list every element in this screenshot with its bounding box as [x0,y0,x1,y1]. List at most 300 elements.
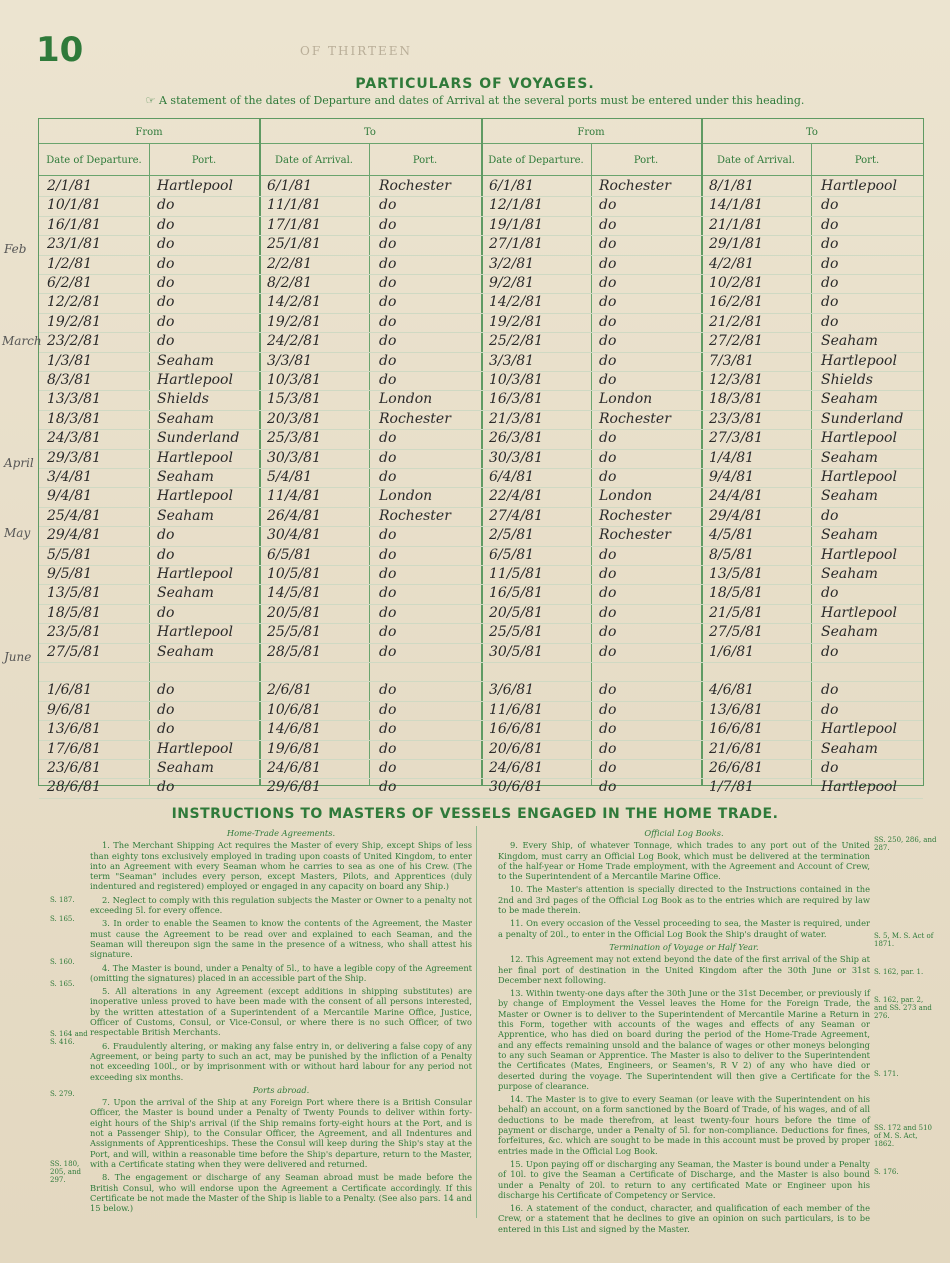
table-cell: Seaham [157,760,214,776]
table-cell: 7/3/81 [709,352,755,369]
table-cell: 27/3/81 [709,430,763,447]
table-cell: 6/5/81 [267,546,313,563]
paragraph-1: 1. The Merchant Shipping Act requires the Master of every Ship, except Ships of less than eighty tons exclusively employed in trading upon coasts of United Kingdom, to enter into an Agreement with every Seaman whom he carries to sea as one of his Crew. (The term "Seaman" includes every person, except Masters, Pilots, and Apprentices (duly indentured and registered) employed or engaged in any capacity on board any Ship.) [90,840,472,892]
table-cell: Rochester [379,178,451,194]
table-cell: do [379,216,397,233]
table-cell: do [379,721,397,738]
table-cell: 25/5/81 [489,624,543,641]
table-cell: 23/3/81 [709,410,763,427]
paragraph-2: 2. Neglect to comply with this regulation subjects the Master or Owner to a penalty not exceeding 5l. for every offence. [90,894,472,916]
table-cell: 30/6/81 [489,779,543,796]
paragraph-14: 14. The Master is to give to every Seaman (or leave with the Superintendent on his behalf) an account, on a form sanctioned by the Board of Trade, of his wages, and of all deductions to be made therefrom, at least twenty-four hours before the time of payment or discharge, under a Penalty of 5l. for non-compliance. Deductions for fines, forfeitures, &c. which are sought to be made in this account must be proved by proper entries made in the Official Log Book. [498,1094,870,1156]
header-port-4: Port. [854,155,880,166]
table-cell: do [599,682,617,699]
table-cell: do [157,236,175,253]
table-cell: do [379,294,397,311]
table-cell: do [157,721,175,738]
paragraph-6: 6. Fraudulently altering, or making any false entry in, or delivering a false copy of any Agreement, or being party to such an act, may be punished by the infliction of a Penalty not exceeding 100l., or by imprisonment with or without hard labour for any period not exceeding six months. [90,1040,472,1082]
table-cell: 29/4/81 [47,527,101,544]
table-cell: do [821,236,839,253]
table-cell: 9/4/81 [47,488,93,505]
table-cell: Hartlepool [821,469,897,485]
table-cell: 27/5/81 [47,643,101,660]
table-cell: 8/1/81 [709,178,755,194]
header-date-departure-1: Date of Departure. [46,155,142,166]
table-cell: Hartlepool [821,721,897,738]
table-cell: do [157,546,175,563]
table-cell: Seaham [157,507,214,524]
table-cell: do [821,294,839,311]
table-cell: 16/2/81 [709,294,763,311]
margin-month-note: June [4,650,32,664]
table-cell: Shields [821,372,873,388]
table-cell: 2/5/81 [489,527,535,544]
table-cell: do [379,255,397,272]
table-cell: 24/4/81 [709,488,763,505]
header-to-1: To [364,127,376,138]
table-cell: 13/3/81 [47,391,101,408]
table-cell: do [821,216,839,233]
table-cell: do [599,643,617,660]
table-cell: 24/6/81 [267,760,321,776]
paragraph-5: 5. All alterations in any Agreement (except additions in shipping substitutes) are inoperative unless proved to have been made with the consent of all persons interested, by the written attestation of a Superintendent of a Mercantile Marine Office, Justice, Officer of Customs, Consul, or Vice-Consul, or where there is no such Officer, of two respectable British Merchants. [90,986,472,1038]
table-cell: 3/2/81 [489,255,535,272]
statute-ref: S. 187. [50,896,75,904]
table-cell: 24/3/81 [47,430,101,447]
table-cell: do [821,507,839,524]
table-cell: 6/1/81 [489,178,535,194]
table-cell: Seaham [821,740,878,757]
table-cell: Seaham [157,469,214,485]
table-cell: 27/4/81 [489,507,543,524]
table-cell: Seaham [821,391,878,408]
table-cell: Seaham [821,527,878,544]
table-cell: do [379,352,397,369]
table-cell: do [821,682,839,699]
table-cell: do [599,604,617,621]
statute-ref: S. 162, par. 2, and SS. 273 and 276. [874,996,932,1020]
table-cell: 13/5/81 [709,566,763,582]
table-cell: do [379,372,397,388]
table-cell: 8/2/81 [267,275,313,291]
table-cell: Hartlepool [157,178,233,194]
table-cell: Seaham [821,488,878,505]
table-cell: 22/4/81 [489,488,543,505]
table-cell: 21/5/81 [709,604,763,621]
paragraph-15: 15. Upon paying off or discharging any Seaman, the Master is bound under a Penalty of 10l. to give the Seaman a Certificate of Discharge, and the Master is also bound under a Penalty of 20l. to return to any certificated Mate or Engineer upon his discharge his Certificate of Competency or Service. [498,1158,870,1200]
table-cell: do [821,643,839,660]
table-cell: Hartlepool [157,624,233,641]
table-cell: 14/1/81 [709,197,763,214]
statute-ref: SS. 180, 205, and 297. [50,1160,81,1184]
table-cell: do [599,333,617,350]
statute-ref: S. 279. [50,1090,75,1098]
table-cell: do [157,197,175,214]
table-cell: 13/6/81 [709,701,763,718]
table-cell: do [599,197,617,214]
table-cell: 19/2/81 [489,313,543,330]
table-cell: 16/5/81 [489,585,543,602]
table-cell: 11/1/81 [267,197,321,214]
table-cell: do [599,469,617,485]
table-cell: 11/4/81 [267,488,321,505]
table-cell: Hartlepool [157,740,233,757]
paragraph-11: 11. On every occasion of the Vessel proceeding to sea, the Master is required, under a penalty of 20l., to enter in the Official Log Book the Ship's draught of water. [498,918,870,939]
table-cell: 3/3/81 [489,352,535,369]
paragraph-13: 13. Within twenty-one days after the 30th June or the 31st December, or previously if by change of Employment the Vessel leaves the Home for the Foreign Trade, the Master or Owner is to deliver to the Superintendent of Mercantile Marine a Return in this Form, together with accounts of the wages and effects of any Seaman or Apprentice, who has died on board during the period of the Home-Trade Agreement, and any effects remaining unsold and the balance of wages or other moneys belonging to any such Seaman or Apprentice. The Master is also to deliver to the Superintendent the Certificates (Mates, Engineers, or Seamen's, R V 2) of any who have died or deserted during the voyage. The Superintendent will then give a Certificate for the purpose of clearance. [498,988,870,1091]
table-cell: 10/6/81 [267,701,321,718]
table-cell: do [599,546,617,563]
table-cell: do [821,701,839,718]
table-cell: do [379,585,397,602]
table-cell: do [157,333,175,350]
column-rule-major [259,119,261,785]
header-port-2: Port. [412,155,438,166]
table-cell: do [379,740,397,757]
table-cell: 30/5/81 [489,643,543,660]
table-cell: 9/2/81 [489,275,535,291]
section-ports-abroad: Ports abroad. [252,1084,310,1095]
statute-ref: S. 171. [874,1070,899,1078]
statute-ref: SS. 172 and 510 of M. S. Act, 1862. [874,1124,933,1148]
table-cell: Seaham [157,410,214,427]
table-cell: do [599,624,617,641]
table-cell: Hartlepool [821,546,897,563]
table-cell: 9/5/81 [47,566,93,582]
table-cell: Hartlepool [821,779,897,796]
table-cell: do [599,779,617,796]
page-title: PARTICULARS OF VOYAGES. [355,76,595,92]
header-port-1: Port. [191,155,217,166]
row-rule [39,798,923,799]
table-cell: 14/2/81 [267,294,321,311]
table-cell: do [157,294,175,311]
table-cell: do [599,760,617,776]
table-cell: 19/1/81 [489,216,543,233]
table-cell: 16/1/81 [47,216,101,233]
table-cell: 20/5/81 [267,604,321,621]
table-cell: Hartlepool [821,430,897,447]
table-cell: 1/6/81 [47,682,93,699]
header-from-2: From [577,127,605,138]
voyages-table [38,118,924,796]
table-cell: 18/5/81 [47,604,101,621]
table-cell: do [599,566,617,582]
table-cell: 28/6/81 [47,779,101,796]
paragraph-10: 10. The Master's attention is specially directed to the Instructions contained in the 2nd and 3rd pages of the Official Log Book as to the entries which are required by law to be made therein. [498,884,870,916]
table-cell: 24/6/81 [489,760,543,776]
table-cell: 21/3/81 [489,410,543,427]
table-cell: 19/6/81 [267,740,321,757]
table-cell: 10/3/81 [267,372,321,388]
table-cell: do [599,701,617,718]
table-cell: do [821,585,839,602]
table-cell: Seaham [821,333,878,350]
table-cell: 25/4/81 [47,507,101,524]
table-cell: 10/5/81 [267,566,321,582]
table-cell: Hartlepool [821,352,897,369]
table-cell: do [379,236,397,253]
table-cell: 16/3/81 [489,391,543,408]
header-to-2: To [806,127,818,138]
table-cell: do [379,760,397,776]
table-cell: do [599,449,617,466]
table-cell: do [599,236,617,253]
table-cell: 26/3/81 [489,430,543,447]
table-cell: Seaham [821,449,878,466]
table-cell: do [599,740,617,757]
table-cell: Rochester [599,527,671,544]
table-cell: 25/3/81 [267,430,321,447]
statute-ref: S. 5, M. S. Act of 1871. [874,932,934,948]
table-cell: 11/5/81 [489,566,543,582]
column-rule-major [701,119,703,785]
header-date-arrival-2: Date of Arrival. [717,155,795,166]
table-cell: do [157,682,175,699]
table-cell: do [379,197,397,214]
paragraph-7: 7. Upon the arrival of the Ship at any Foreign Port where there is a British Consular Officer, the Master is bound under a Penalty of Twenty Pounds to deliver within forty-eight hours of the Ship's arrival (if the Ship remains forty-eight hours at the Port, and is not a Passenger Ship), to the Consular Officer, the Agreement, and all Indentures and Assignments of Apprenticeships. These the Consul will keep during the Ship's stay at the Port, and will, within a reasonable time before the Ship's departure, return to the Master, with a Certificate stating when they were delivered and returned. [90,1097,472,1169]
paragraph-4: 4. The Master is bound, under a Penalty of 5l., to have a legible copy of the Agreement (omitting the signatures) placed in an accessible part of the Ship. [90,962,472,983]
table-cell: do [157,313,175,330]
table-cell: 20/5/81 [489,604,543,621]
table-cell: 6/5/81 [489,546,535,563]
table-cell: 26/4/81 [267,507,321,524]
table-cell: Rochester [379,507,451,524]
table-cell: 3/4/81 [47,469,93,485]
table-cell: London [599,391,653,408]
table-cell: do [379,682,397,699]
table-cell: do [157,275,175,291]
table-cell: do [379,313,397,330]
column-rule [811,143,812,785]
column-rule [149,143,150,785]
table-cell: Seaham [157,643,214,660]
table-cell: 13/5/81 [47,585,101,602]
table-cell: Shields [157,391,209,408]
table-cell: 27/2/81 [709,333,763,350]
page-number: 10 [36,30,84,70]
table-cell: 16/6/81 [709,721,763,738]
margin-month-note: Feb [4,242,27,256]
table-cell: 20/6/81 [489,740,543,757]
table-cell: 17/1/81 [267,216,321,233]
table-cell: do [821,255,839,272]
statute-ref: SS. 250, 286, and 287. [874,836,937,852]
paragraph-16: 16. A statement of the conduct, character, and qualification of each member of the Crew, or a statement that he declines to give an opinion on such particulars, is to be entered in this List and signed by the Master. [498,1203,870,1234]
table-cell: 3/3/81 [267,352,313,369]
table-cell: 10/2/81 [709,275,763,291]
table-cell: 27/1/81 [489,236,543,253]
table-cell: London [379,488,433,505]
table-cell: Rochester [599,178,671,194]
table-cell: 25/2/81 [489,333,543,350]
column-rule [369,143,370,785]
table-cell: do [379,469,397,485]
table-cell: 21/2/81 [709,313,763,330]
table-cell: Rochester [599,507,671,524]
paragraph-8: 8. The engagement or discharge of any Seaman abroad must be made before the British Consul, who will endorse upon the Agreement a Certificate accordingly. If this Certificate be not made the Master of the Ship is liable to a Penalty. (See also pars. 14 and 15 below.) [90,1172,472,1214]
table-cell: 23/5/81 [47,624,101,641]
table-cell: London [599,488,653,505]
table-cell: 27/5/81 [709,624,763,641]
table-cell: 1/4/81 [709,449,755,466]
section-termination: Termination of Voyage or Half Year. [609,941,759,952]
table-cell: do [599,372,617,388]
instructions-right-column [498,826,870,1237]
table-cell: Seaham [157,352,214,369]
margin-month-note: March [2,334,42,348]
table-cell: 28/5/81 [267,643,321,660]
table-cell: 23/2/81 [47,333,101,350]
table-cell: Hartlepool [157,372,233,388]
table-cell: 18/5/81 [709,585,763,602]
section-home-trade: Home-Trade Agreements. [226,828,336,838]
table-cell: 25/1/81 [267,236,321,253]
paragraph-3: 3. In order to enable the Seamen to know the contents of the Agreement, the Master must cause the Agreement to be read over and explained to each Seaman, and the Seaman will thereupon sign the same in the presence of a witness, who shall attest his signature. [90,918,472,960]
table-cell: do [379,333,397,350]
table-cell: do [599,313,617,330]
table-cell: 24/2/81 [267,333,321,350]
table-cell: Seaham [821,566,878,582]
table-cell: 8/3/81 [47,372,93,388]
table-cell: do [821,275,839,291]
column-rule [591,143,592,785]
table-cell: 1/6/81 [709,643,755,660]
instructions-title: INSTRUCTIONS TO MASTERS OF VESSELS ENGAGED IN THE HOME TRADE. [171,806,779,822]
table-cell: do [379,527,397,544]
table-cell: 6/1/81 [267,178,313,194]
table-cell: 1/2/81 [47,255,93,272]
table-cell: do [157,527,175,544]
table-cell: do [379,604,397,621]
table-cell: 4/2/81 [709,255,755,272]
table-cell: do [379,624,397,641]
statute-ref: S. 162, par. 1. [874,968,924,976]
table-cell: 30/3/81 [489,449,543,466]
table-cell: do [157,701,175,718]
table-cell: 25/5/81 [267,624,321,641]
table-cell: Hartlepool [157,488,233,505]
table-cell: do [821,197,839,214]
table-cell: Hartlepool [157,566,233,582]
header-from-1: From [135,127,163,138]
table-cell: 21/1/81 [709,216,763,233]
table-cell: 4/6/81 [709,682,755,699]
table-cell: 6/4/81 [489,469,535,485]
margin-month-note: April [4,456,34,470]
statute-ref: S. 164 and S. 416. [50,1030,88,1046]
table-cell: 2/1/81 [47,178,93,194]
margin-month-note: May [4,526,31,540]
table-cell: do [599,585,617,602]
table-cell: 30/3/81 [267,449,321,466]
table-cell: 20/3/81 [267,410,321,427]
table-cell: do [379,449,397,466]
table-cell: Hartlepool [821,178,897,194]
table-cell: 10/1/81 [47,197,101,214]
row-rule [39,662,923,663]
table-cell: do [599,721,617,738]
table-cell: do [379,643,397,660]
table-cell: London [379,391,433,408]
paragraph-9: 9. Every Ship, of whatever Tonnage, which trades to any port out of the United Kingdom, must carry an Official Log Book, which must be delivered at the termination of the half-year or Home Trade employment, with the Agreement and Account of Crew, to the Superintendent of a Mercantile Marine Office. [498,840,870,882]
table-cell: 19/2/81 [267,313,321,330]
table-cell: Hartlepool [157,449,233,466]
table-cell: 2/2/81 [267,255,313,272]
table-cell: 12/1/81 [489,197,543,214]
statute-ref: S. 176. [874,1168,899,1176]
table-cell: 16/6/81 [489,721,543,738]
table-cell: do [599,255,617,272]
table-cell: do [379,430,397,447]
table-cell: do [599,352,617,369]
header-date-departure-2: Date of Departure. [488,155,584,166]
table-cell: 11/6/81 [489,701,543,718]
table-cell: do [379,779,397,796]
table-cell: 29/3/81 [47,449,101,466]
table-cell: 6/2/81 [47,275,93,291]
faint-header: OF THIRTEEN [300,44,413,58]
table-cell: do [599,294,617,311]
table-cell: 29/6/81 [267,779,321,796]
table-cell: do [599,275,617,291]
table-cell: do [599,216,617,233]
table-cell: 1/7/81 [709,779,755,796]
table-cell: Sunderland [821,410,904,427]
page-subtitle: ☞ A statement of the dates of Departure and dates of Arrival at the several ports must be entered under this heading. [145,94,805,107]
table-cell: 29/4/81 [709,507,763,524]
table-cell: 14/6/81 [267,721,321,738]
table-cell: Rochester [379,410,451,427]
table-cell: do [821,760,839,776]
table-cell: 23/1/81 [47,236,101,253]
table-cell: 9/6/81 [47,701,93,718]
table-cell: do [157,604,175,621]
table-cell: 30/4/81 [267,527,321,544]
header-port-3: Port. [633,155,659,166]
table-cell: do [599,430,617,447]
instructions-left-column [90,826,472,1216]
table-cell: 3/6/81 [489,682,535,699]
section-log-books: Official Log Books. [644,828,724,838]
table-cell: Sunderland [157,430,240,447]
table-cell: do [379,566,397,582]
header-date-arrival-1: Date of Arrival. [275,155,353,166]
table-cell: do [379,546,397,563]
table-cell: 10/3/81 [489,372,543,388]
column-divider [476,826,477,1218]
table-cell: 12/2/81 [47,294,101,311]
statute-ref: S. 165. [50,915,75,923]
table-cell: 18/3/81 [709,391,763,408]
table-cell: Seaham [157,585,214,602]
table-cell: 14/2/81 [489,294,543,311]
table-cell: do [157,216,175,233]
table-cell: 26/6/81 [709,760,763,776]
table-cell: 1/3/81 [47,352,93,369]
table-cell: do [157,255,175,272]
statute-ref: S. 160. [50,958,75,966]
column-rule-major [481,119,483,785]
table-cell: do [379,701,397,718]
table-cell: do [821,313,839,330]
table-cell: 15/3/81 [267,391,321,408]
table-cell: do [379,275,397,291]
paragraph-12: 12. This Agreement may not extend beyond the date of the first arrival of the Ship at her final port of destination in the United Kingdom after the 30th June or 31st December next following. [498,954,870,985]
table-cell: do [157,779,175,796]
table-cell: Hartlepool [821,604,897,621]
table-cell: 5/4/81 [267,469,313,485]
